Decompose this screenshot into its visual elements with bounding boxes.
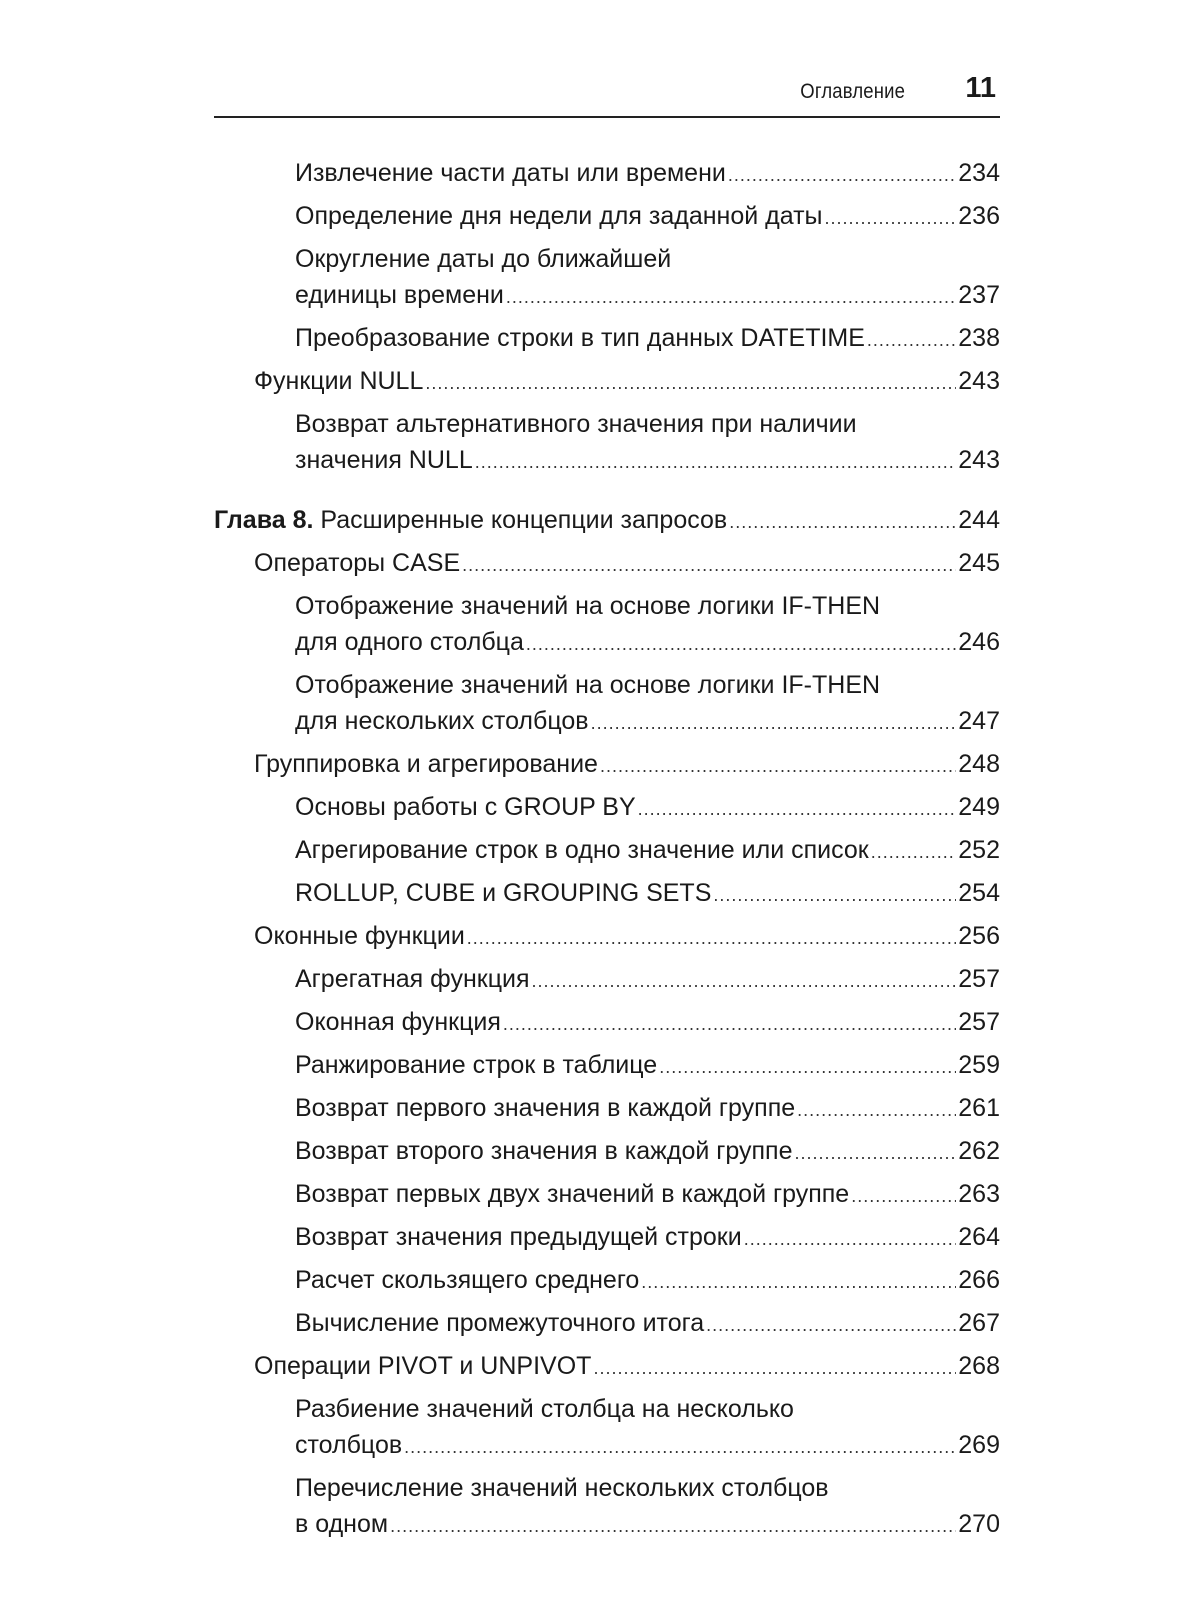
- toc-entry-title-text: Агрегатная функция: [295, 965, 530, 993]
- dot-leader: [600, 748, 956, 784]
- toc-page-number: 263: [958, 1180, 1000, 1208]
- table-of-contents: [214, 155, 1000, 1549]
- toc-entry-line: [295, 875, 1000, 913]
- toc-entry-title-text: Вычисление промежуточного итога: [295, 1309, 705, 1337]
- toc-entry-line: [295, 789, 1000, 827]
- dot-leader: [729, 504, 956, 540]
- toc-entry-title-text: Извлечение части даты или времени: [295, 159, 726, 187]
- dot-leader: [659, 1049, 956, 1085]
- toc-entry-title-line: Разбиение значений столбца на несколько: [295, 1395, 794, 1423]
- dot-leader: [475, 444, 957, 480]
- toc-page-number: 262: [958, 1137, 1000, 1165]
- toc-entry-title-text: для одного столбца: [295, 628, 524, 656]
- toc-chapter-entry: [214, 502, 1000, 540]
- toc-entry-line: [295, 1176, 1000, 1214]
- toc-entry-title: [295, 1090, 795, 1126]
- toc-entry: [214, 545, 1000, 583]
- toc-entry: [214, 1348, 1000, 1386]
- toc-entry: [214, 1470, 1000, 1544]
- toc-entry: [214, 832, 1000, 870]
- toc-entry-title: [254, 746, 598, 782]
- header-title: Оглавление: [800, 80, 905, 103]
- dot-leader: [591, 705, 957, 741]
- toc-entry: [214, 918, 1000, 956]
- toc-entry-line: [254, 746, 1000, 784]
- toc-entry-title-text: Возврат первого значения в каждой группе: [295, 1094, 796, 1122]
- dot-leader: [467, 920, 957, 956]
- toc-entry-title-text: в одном: [295, 1510, 389, 1538]
- toc-page-number: 264: [958, 1223, 1000, 1251]
- dot-leader: [462, 547, 956, 583]
- toc-entry-title-text: значения NULL: [295, 446, 473, 474]
- toc-page-number: 237: [958, 281, 1000, 309]
- toc-entry: [214, 1090, 1000, 1128]
- toc-entry: [214, 789, 1000, 827]
- toc-page-number: 259: [958, 1051, 1000, 1079]
- toc-entry-title: [254, 918, 465, 954]
- dot-leader: [532, 963, 957, 999]
- toc-entry-title: [295, 1176, 849, 1212]
- toc-entry-title-text: Возврат первых двух значений в каждой группе: [295, 1180, 850, 1208]
- toc-entry-title-text: Ранжирование строк в таблице: [295, 1051, 658, 1079]
- toc-entry-title: [295, 1004, 501, 1040]
- toc-entry-line: [295, 624, 1000, 662]
- toc-entry: [214, 1219, 1000, 1257]
- toc-page-number: 270: [958, 1510, 1000, 1538]
- dot-leader: [713, 877, 956, 913]
- toc-entry-title: [295, 1262, 639, 1298]
- toc-entry-line: [295, 1004, 1000, 1042]
- toc-entry: [214, 406, 1000, 480]
- toc-entry-title: [295, 320, 865, 356]
- toc-page-number: 257: [958, 965, 1000, 993]
- dot-leader: [867, 322, 956, 358]
- toc-entry-title: [254, 1348, 591, 1384]
- toc-entry-line: [254, 1348, 1000, 1386]
- toc-entry-title-text: Операции PIVOT и UNPIVOT: [254, 1352, 592, 1380]
- dot-leader: [425, 365, 956, 401]
- toc-entry-title: [295, 442, 473, 478]
- chapter-label: Глава 8.: [214, 506, 314, 534]
- dot-leader: [744, 1221, 957, 1257]
- toc-entry-line: [295, 277, 1000, 315]
- toc-entry-line: [295, 1133, 1000, 1171]
- toc-entry-line: [295, 703, 1000, 741]
- dot-leader: [871, 834, 957, 870]
- toc-entry-title-line: Отображение значений на основе логики IF-THEN: [295, 592, 881, 620]
- toc-entry-line: [295, 1506, 1000, 1544]
- toc-entry: [214, 1047, 1000, 1085]
- toc-entry-title: [295, 277, 504, 313]
- toc-entry: [214, 667, 1000, 741]
- dot-leader: [851, 1178, 956, 1214]
- toc-page-number: 247: [958, 707, 1000, 735]
- toc-entry-title: [214, 502, 727, 538]
- dot-leader: [526, 626, 956, 662]
- dot-leader: [593, 1350, 956, 1386]
- toc-entry-line: [295, 198, 1000, 236]
- toc-entry: [214, 961, 1000, 999]
- toc-entry: [214, 155, 1000, 193]
- toc-entry-line: [254, 918, 1000, 956]
- toc-page-number: 252: [958, 836, 1000, 864]
- toc-page-number: 254: [958, 879, 1000, 907]
- toc-entry-title: [295, 1047, 657, 1083]
- toc-entry-title-text: Возврат значения предыдущей строки: [295, 1223, 742, 1251]
- toc-entry-title-text: ROLLUP, CUBE и GROUPING SETS: [295, 879, 712, 907]
- toc-entry: [214, 746, 1000, 784]
- toc-entry-title: [295, 624, 524, 660]
- toc-entry-line: [295, 1262, 1000, 1300]
- toc-entry-line: [295, 961, 1000, 999]
- toc-entry-line: [295, 1047, 1000, 1085]
- toc-entry-title: [295, 832, 869, 868]
- toc-entry: [214, 1133, 1000, 1171]
- toc-page-number: 261: [958, 1094, 1000, 1122]
- toc-page-number: 257: [958, 1008, 1000, 1036]
- toc-entry-line: [295, 320, 1000, 358]
- toc-entry-line: [254, 363, 1000, 401]
- toc-entry-title: [295, 703, 589, 739]
- toc-page-number: 256: [958, 922, 1000, 950]
- toc-entry-title-line: Отображение значений на основе логики IF-THEN: [295, 671, 881, 699]
- toc-entry-title: [295, 875, 711, 911]
- toc-page-number: 246: [958, 628, 1000, 656]
- toc-entry: [214, 588, 1000, 662]
- dot-leader: [503, 1006, 956, 1042]
- toc-page-number: 238: [958, 324, 1000, 352]
- toc-page-number: 236: [958, 202, 1000, 230]
- toc-entry-title: [295, 789, 636, 825]
- toc-entry-title: [295, 155, 726, 191]
- toc-page-number: 245: [958, 549, 1000, 577]
- toc-entry-title-text: столбцов: [295, 1431, 403, 1459]
- dot-leader: [390, 1508, 956, 1544]
- toc-entry: [214, 1305, 1000, 1343]
- toc-entry: [214, 875, 1000, 913]
- toc-entry-title-text: для нескольких столбцов: [295, 707, 589, 735]
- toc-entry: [214, 320, 1000, 358]
- toc-entry-title-text: Группировка и агрегирование: [254, 750, 598, 778]
- toc-entry-line: [295, 832, 1000, 870]
- toc-page-number: 269: [958, 1431, 1000, 1459]
- dot-leader: [795, 1135, 957, 1171]
- dot-leader: [641, 1264, 956, 1300]
- toc-entry-line: [295, 1305, 1000, 1343]
- toc-entry-line: [295, 1219, 1000, 1257]
- dot-leader: [728, 157, 956, 193]
- toc-entry-title: [295, 1305, 704, 1341]
- toc-entry-title-line: Возврат альтернативного значения при наличии: [295, 410, 857, 438]
- toc-entry-title-text: Оконные функции: [254, 922, 465, 950]
- toc-entry-title-text: Расширенные концепции запросов: [320, 506, 728, 534]
- header-page-number: 11: [965, 72, 996, 104]
- toc-entry-title-text: Функции NULL: [254, 367, 424, 395]
- toc-page-number: 267: [958, 1309, 1000, 1337]
- toc-entry-title-text: Преобразование строки в тип данных DATETIME: [295, 324, 865, 352]
- toc-entry-title: [295, 1427, 402, 1463]
- toc-entry-line: [295, 1090, 1000, 1128]
- toc-entry-title-text: Оконная функция: [295, 1008, 501, 1036]
- dot-leader: [825, 200, 957, 236]
- toc-entry-title-text: Определение дня недели для заданной даты: [295, 202, 823, 230]
- dot-leader: [706, 1307, 956, 1343]
- toc-entry-line: [214, 502, 1000, 540]
- dot-leader: [638, 791, 957, 827]
- toc-entry-title-text: Основы работы с GROUP BY: [295, 793, 636, 821]
- toc-entry: [214, 363, 1000, 401]
- toc-entry-title: [254, 545, 460, 581]
- toc-entry-title-line: Округление даты до ближайшей: [295, 245, 672, 273]
- toc-page-number: 249: [958, 793, 1000, 821]
- toc-entry-title: [295, 198, 823, 234]
- toc-entry-line: [254, 545, 1000, 583]
- toc-entry-title: [295, 1219, 742, 1255]
- dot-leader: [797, 1092, 956, 1128]
- toc-entry-title-text: Операторы CASE: [254, 549, 461, 577]
- running-header: [214, 70, 1000, 118]
- toc-page-number: 244: [958, 506, 1000, 534]
- toc-page-number: 243: [958, 446, 1000, 474]
- toc-entry-title-text: Возврат второго значения в каждой группе: [295, 1137, 793, 1165]
- toc-entry: [214, 198, 1000, 236]
- toc-page-number: 268: [958, 1352, 1000, 1380]
- toc-entry-line: [295, 155, 1000, 193]
- toc-entry: [214, 1262, 1000, 1300]
- toc-entry-title: [295, 961, 530, 997]
- toc-page-number: 234: [958, 159, 1000, 187]
- toc-page-number: 266: [958, 1266, 1000, 1294]
- toc-entry-title: [295, 1133, 793, 1169]
- toc-page-number: 248: [958, 750, 1000, 778]
- dot-leader: [506, 279, 956, 315]
- toc-entry-line: [295, 442, 1000, 480]
- toc-page-number: 243: [958, 367, 1000, 395]
- toc-entry: [214, 1004, 1000, 1042]
- toc-entry-title: [254, 363, 423, 399]
- toc-entry: [214, 1391, 1000, 1465]
- toc-entry-title-text: Расчет скользящего среднего: [295, 1266, 640, 1294]
- toc-entry: [214, 1176, 1000, 1214]
- toc-entry-title: [295, 1506, 388, 1542]
- toc-entry-title-text: Агрегирование строк в одно значение или список: [295, 836, 869, 864]
- dot-leader: [404, 1429, 956, 1465]
- toc-entry: [214, 241, 1000, 315]
- toc-entry-line: [295, 1427, 1000, 1465]
- toc-entry-title-text: единицы времени: [295, 281, 504, 309]
- toc-entry-title-line: Перечисление значений нескольких столбцов: [295, 1474, 829, 1502]
